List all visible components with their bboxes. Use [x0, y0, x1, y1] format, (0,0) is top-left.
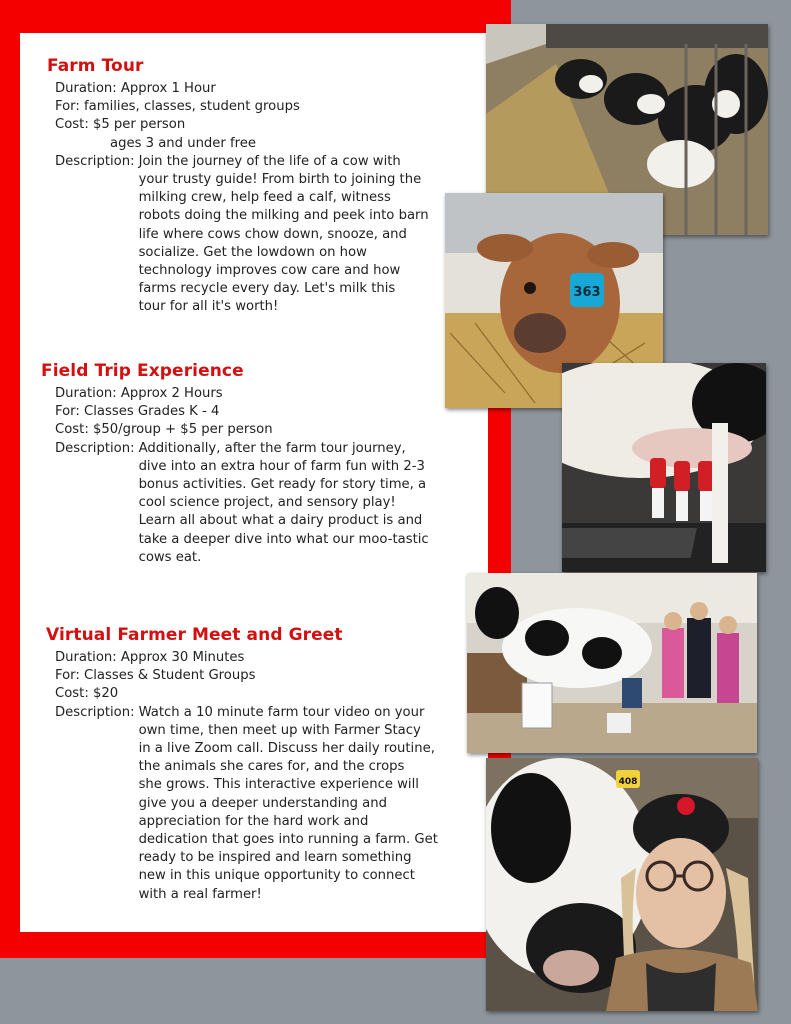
photo-kids-model-cow: [467, 573, 757, 753]
cost-note: ages 3 and under free: [110, 135, 257, 151]
description-text: Additionally, after the farm tour journey, dive into an extra hour of farm fun with 2-3 bonus activities. Get ready for story time, a cool science project, and sensory play! Learn all about what a dairy product is and take a deeper dive into what our moo-tastic cows eat.: [138, 440, 429, 565]
audience-line: For: Classes & Student Groups: [55, 668, 256, 684]
audience-line: For: Classes Grades K - 4: [55, 404, 220, 420]
calf-ear-tag: 363: [573, 285, 601, 300]
description-label: Description:: [55, 704, 135, 720]
section-title: Virtual Farmer Meet and Greet: [46, 625, 343, 645]
field-trip-section: [41, 361, 429, 567]
duration-line: Duration: Approx 1 Hour: [55, 81, 216, 96]
section-title: Field Trip Experience: [41, 361, 244, 381]
cow-ear-tag: 408: [618, 777, 638, 787]
photo-robotic-milking: [562, 363, 766, 572]
cost-line: Cost: $5 per person: [55, 117, 186, 133]
audience-line: For: families, classes, student groups: [55, 99, 300, 115]
description-text: Join the journey of the life of a cow with your trusty guide! From birth to joining the milking crew, help feed a calf, witness robots doing the milking and peek into barn life where cows chow down, snooze, and socialize. Get the lowdown on how technology improves cow care and how farms recycle every day. Let's milk this tour for all it's worth!: [138, 153, 429, 315]
duration-line: Duration: Approx 30 Minutes: [55, 650, 245, 665]
description-label: Description:: [55, 153, 135, 169]
description-label: Description:: [55, 440, 135, 456]
cost-line: Cost: $20: [55, 686, 119, 702]
photo-farmer-selfie: [486, 758, 758, 1011]
cost-line: Cost: $50/group + $5 per person: [55, 422, 273, 438]
section-title: Farm Tour: [47, 56, 144, 76]
duration-line: Duration: Approx 2 Hours: [55, 386, 223, 401]
farm-tour-section: [47, 56, 429, 317]
description-text: Watch a 10 minute farm tour video on your own time, then meet up with Farmer Stacy in a live Zoom call. Discuss her daily routine, the animals she cares for, and the crops she grows. This interactive experience will give you a deeper understanding and appreciation for the hard work and dedication that goes into running a farm. Get ready to be inspired and learn something new in this unique opportunity to connect with a real farmer!: [138, 704, 438, 902]
virtual-meet-section: [46, 625, 438, 904]
